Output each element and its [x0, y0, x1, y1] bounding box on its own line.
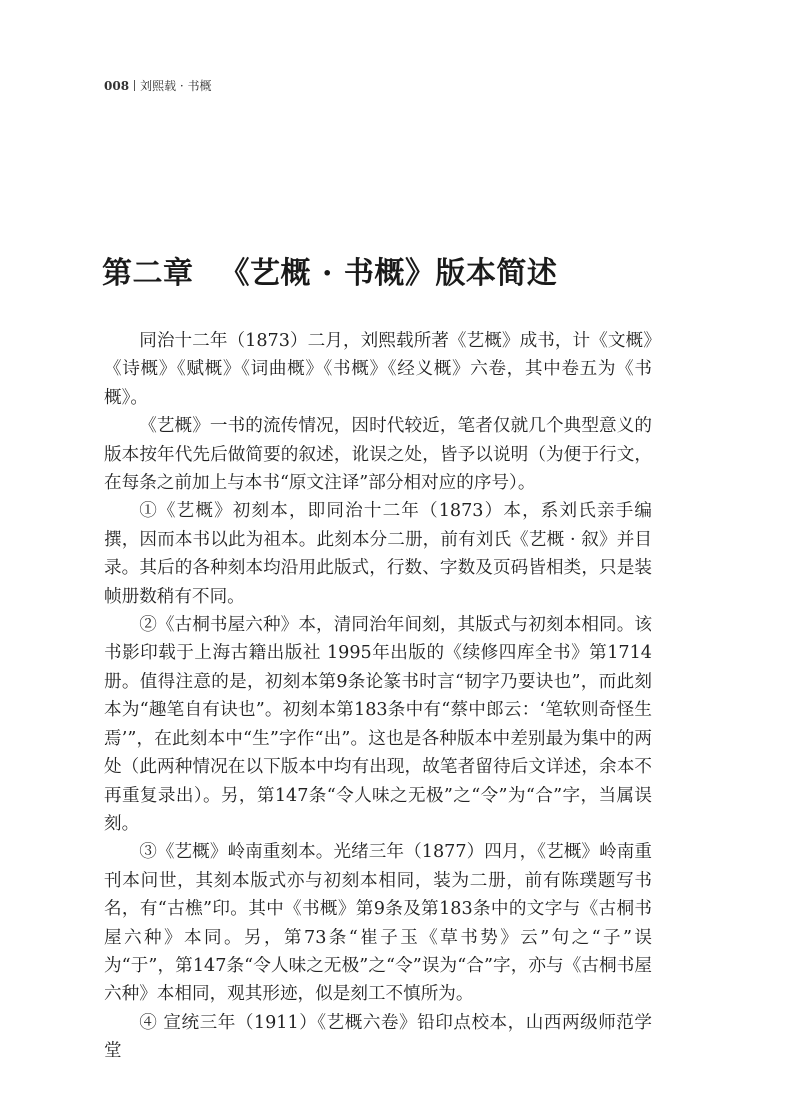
chapter-title: [102, 256, 557, 292]
paragraph-edition-4: ④ 宣统三年（1911）《艺概六卷》铅印点校本，山西两级师范学堂: [104, 1012, 652, 1062]
header-divider: [134, 80, 135, 91]
running-header: [104, 79, 212, 93]
book-title: 刘熙载 · 书概: [140, 79, 212, 93]
body-text: [104, 327, 652, 1066]
chapter-name: 《艺概 · 书概》版本简述: [219, 256, 558, 292]
paragraph-overview: 《艺概》一书的流传情况，因时代较近，笔者仅就几个典型意义的版本按年代先后做简要的叙述，讹误之处，皆予以说明（为便于行文，在每条之前加上与本书“原文注译”部分相对应的序号）。: [104, 416, 652, 494]
page-number: 008: [104, 79, 130, 93]
paragraph-edition-3: ③《艺概》岭南重刻本。光绪三年（1877）四月，《艺概》岭南重刊本问世，其刻本版式亦与初刻本相同，装为二册，前有陈璞题写书名，有“古樵”印。其中《书概》第9条及第183条中的文字与《古桐书屋六种》本同。另，第73条“崔子玉《草书势》云”句之“子”误为“于”，第147条“令人味之无极”之“令”误为“合”字，亦与《古桐书屋六种》本相同，观其形迹，似是刻工不慎所为。: [104, 842, 652, 1005]
paragraph-edition-1: ①《艺概》初刻本，即同治十二年（1873）本，系刘氏亲手编撰，因而本书以此为祖本。此刻本分二册，前有刘氏《艺概 · 叙》并目 录。其后的各种刻本均沿用此版式，行数、字数及页码皆相类，只是装帧册数稍有不同。: [104, 501, 652, 607]
paragraph-edition-2: ②《古桐书屋六种》本，清同治年间刻，其版式与初刻本相同。该书影印载于上海古籍出版社 1995年出版的《续修四库全书》第1714册。值得注意的是，初刻本第9条论篆书时言“韧字乃要诀也”，而此刻本为“趣笔自有诀也”。初刻本第183条中有“蔡中郎云：‘笔软则奇怪生焉’”，在此刻本中“生”字作“出”。这也是各种版本中差别最为集中的两处（此两种情况在以下版本中均有出现，故笔者留待后文详述，余本不再重复录出）。另，第147条“令人味之无极”之“令”为“合”字，当属误刻。: [104, 615, 652, 834]
chapter-number: 第二章: [102, 256, 194, 292]
paragraph-intro: 同治十二年（1873）二月，刘熙载所著《艺概》成书，计《文概》《诗概》《赋概》《词曲概》《书概》《经义概》六卷，其中卷五为《书概》。: [104, 331, 652, 408]
